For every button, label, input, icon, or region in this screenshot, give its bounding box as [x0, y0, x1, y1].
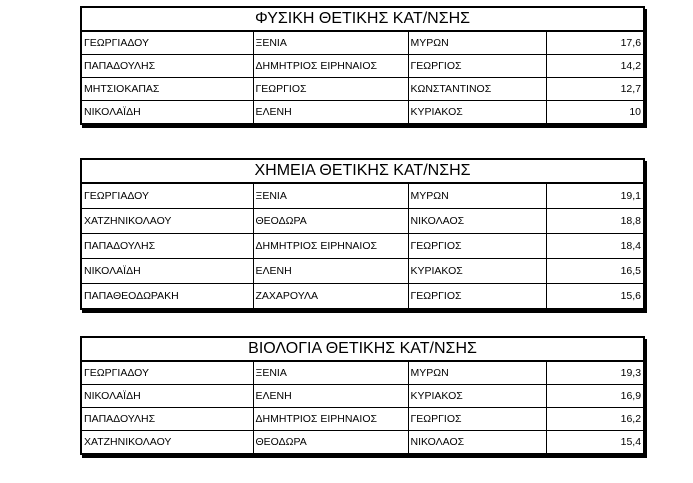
score-cell: 15,4 — [546, 431, 644, 455]
score-cell: 16,9 — [546, 385, 644, 408]
first-name-cell: ΕΛΕΝΗ — [253, 385, 408, 408]
father-name-cell: ΓΕΩΡΓΙΟΣ — [408, 408, 546, 431]
table-row — [81, 101, 644, 125]
first-name-cell: ΞΕΝΙΑ — [253, 31, 408, 55]
score-cell: 18,4 — [546, 234, 644, 259]
physics-grades-table — [80, 6, 645, 125]
score-cell: 10 — [546, 101, 644, 125]
surname-cell: ΝΙΚΟΛΑΪΔΗ — [81, 101, 253, 125]
surname-cell: ΠΑΠΑΔΟΥΛΗΣ — [81, 55, 253, 78]
biology-grades-table — [80, 336, 645, 455]
father-name-cell: ΜΥΡΩΝ — [408, 183, 546, 209]
father-name-cell: ΚΩΝΣΤΑΝΤΙΝΟΣ — [408, 78, 546, 101]
table-row — [81, 385, 644, 408]
table-row — [81, 361, 644, 385]
father-name-cell: ΝΙΚΟΛΑΟΣ — [408, 209, 546, 234]
first-name-cell: ΔΗΜΗΤΡΙΟΣ ΕΙΡΗΝΑΙΟΣ — [253, 55, 408, 78]
father-name-cell: ΓΕΩΡΓΙΟΣ — [408, 284, 546, 310]
father-name-cell: ΚΥΡΙΑΚΟΣ — [408, 385, 546, 408]
first-name-cell: ΕΛΕΝΗ — [253, 101, 408, 125]
surname-cell: ΧΑΤΖΗΝΙΚΟΛΑΟΥ — [81, 431, 253, 455]
score-cell: 15,6 — [546, 284, 644, 310]
score-cell: 16,5 — [546, 259, 644, 284]
surname-cell: ΓΕΩΡΓΙΑΔΟΥ — [81, 183, 253, 209]
table-row — [81, 209, 644, 234]
surname-cell: ΓΕΩΡΓΙΑΔΟΥ — [81, 31, 253, 55]
table-row — [81, 78, 644, 101]
first-name-cell: ΞΕΝΙΑ — [253, 361, 408, 385]
surname-cell: ΜΗΤΣΙΟΚΑΠΑΣ — [81, 78, 253, 101]
first-name-cell: ΓΕΩΡΓΙΟΣ — [253, 78, 408, 101]
table-row — [81, 183, 644, 209]
table-row — [81, 31, 644, 55]
first-name-cell: ΔΗΜΗΤΡΙΟΣ ΕΙΡΗΝΑΙΟΣ — [253, 234, 408, 259]
table-row — [81, 408, 644, 431]
surname-cell: ΝΙΚΟΛΑΪΔΗ — [81, 385, 253, 408]
father-name-cell: ΚΥΡΙΑΚΟΣ — [408, 259, 546, 284]
first-name-cell: ΖΑΧΑΡΟΥΛΑ — [253, 284, 408, 310]
surname-cell: ΠΑΠΑΘΕΟΔΩΡΑΚΗ — [81, 284, 253, 310]
table-row — [81, 259, 644, 284]
first-name-cell: ΕΛΕΝΗ — [253, 259, 408, 284]
score-cell: 12,7 — [546, 78, 644, 101]
score-cell: 16,2 — [546, 408, 644, 431]
score-cell: 18,8 — [546, 209, 644, 234]
surname-cell: ΝΙΚΟΛΑΪΔΗ — [81, 259, 253, 284]
surname-cell: ΓΕΩΡΓΙΑΔΟΥ — [81, 361, 253, 385]
table-title: ΦΥΣΙΚΗ ΘΕΤΙΚΗΣ ΚΑΤ/ΝΣΗΣ — [81, 7, 644, 31]
chemistry-grades-table — [80, 158, 645, 310]
first-name-cell: ΞΕΝΙΑ — [253, 183, 408, 209]
score-cell: 17,6 — [546, 31, 644, 55]
table-row — [81, 234, 644, 259]
score-cell: 19,3 — [546, 361, 644, 385]
father-name-cell: ΝΙΚΟΛΑΟΣ — [408, 431, 546, 455]
table-title: ΧΗΜΕΙΑ ΘΕΤΙΚΗΣ ΚΑΤ/ΝΣΗΣ — [81, 159, 644, 183]
surname-cell: ΧΑΤΖΗΝΙΚΟΛΑΟΥ — [81, 209, 253, 234]
first-name-cell: ΘΕΟΔΩΡΑ — [253, 209, 408, 234]
table-row — [81, 55, 644, 78]
table-row — [81, 431, 644, 455]
score-cell: 19,1 — [546, 183, 644, 209]
father-name-cell: ΓΕΩΡΓΙΟΣ — [408, 55, 546, 78]
father-name-cell: ΓΕΩΡΓΙΟΣ — [408, 234, 546, 259]
first-name-cell: ΘΕΟΔΩΡΑ — [253, 431, 408, 455]
father-name-cell: ΚΥΡΙΑΚΟΣ — [408, 101, 546, 125]
surname-cell: ΠΑΠΑΔΟΥΛΗΣ — [81, 408, 253, 431]
father-name-cell: ΜΥΡΩΝ — [408, 31, 546, 55]
father-name-cell: ΜΥΡΩΝ — [408, 361, 546, 385]
table-row — [81, 284, 644, 310]
score-cell: 14,2 — [546, 55, 644, 78]
table-title: ΒΙΟΛΟΓΙΑ ΘΕΤΙΚΗΣ ΚΑΤ/ΝΣΗΣ — [81, 337, 644, 361]
first-name-cell: ΔΗΜΗΤΡΙΟΣ ΕΙΡΗΝΑΙΟΣ — [253, 408, 408, 431]
surname-cell: ΠΑΠΑΔΟΥΛΗΣ — [81, 234, 253, 259]
